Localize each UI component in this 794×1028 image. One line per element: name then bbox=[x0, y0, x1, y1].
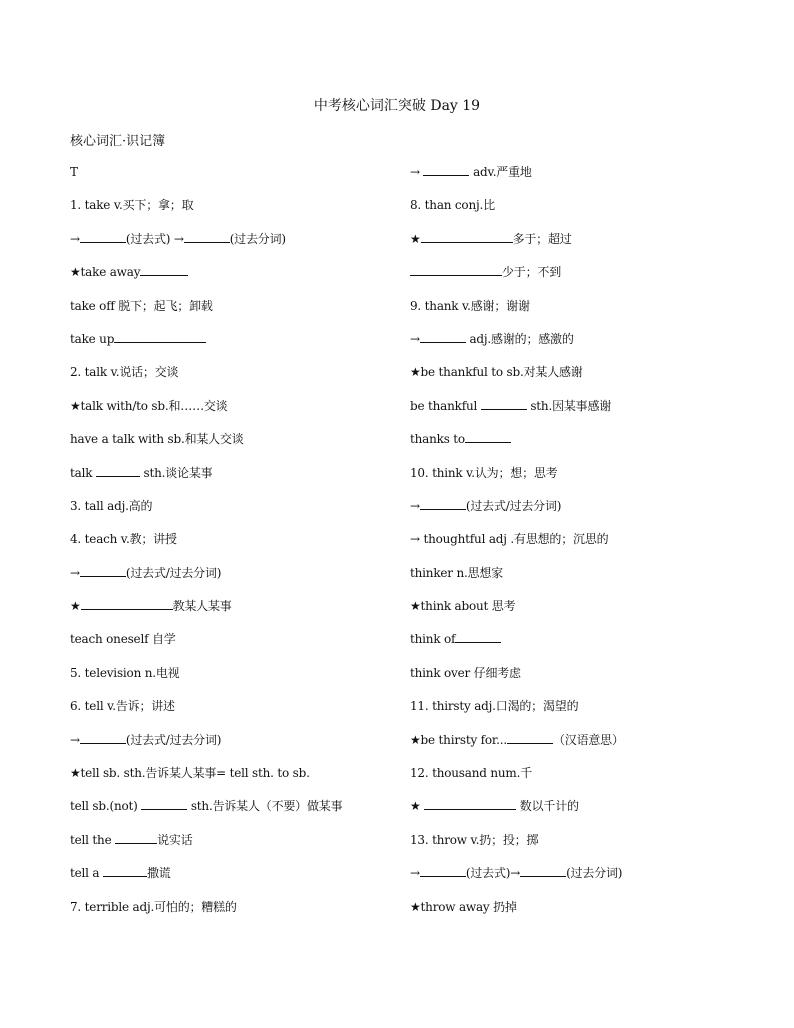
right-line bbox=[410, 497, 750, 530]
left-line bbox=[70, 464, 400, 497]
line-text: 数以千计的 bbox=[516, 799, 579, 814]
right-line bbox=[410, 864, 750, 897]
line-text: ★ bbox=[70, 599, 81, 614]
line-text: thinker n.思想家 bbox=[410, 565, 503, 580]
right-line bbox=[410, 697, 750, 730]
left-line bbox=[70, 297, 400, 330]
line-text: 教某人某事 bbox=[172, 599, 232, 614]
line-text: sth.谈论某事 bbox=[139, 465, 213, 480]
fill-in-blank[interactable] bbox=[81, 597, 173, 610]
line-text: → thoughtful adj .有思想的；沉思的 bbox=[410, 532, 609, 547]
left-line bbox=[70, 864, 400, 897]
line-text: think of bbox=[410, 632, 456, 647]
line-text: → bbox=[410, 331, 420, 346]
right-line bbox=[410, 297, 750, 330]
fill-in-blank[interactable] bbox=[465, 430, 511, 443]
fill-in-blank[interactable] bbox=[141, 797, 187, 810]
left-line bbox=[70, 764, 400, 797]
line-text: sth.因某事感谢 bbox=[526, 398, 612, 413]
fill-in-blank[interactable] bbox=[423, 163, 469, 176]
line-text: ★talk with/to sb.和……交谈 bbox=[70, 398, 228, 413]
left-line bbox=[70, 697, 400, 730]
right-line bbox=[410, 564, 750, 597]
line-text: 11. thirsty adj.口渴的；渴望的 bbox=[410, 699, 579, 714]
line-text: （汉语意思） bbox=[552, 732, 624, 747]
line-text: → bbox=[70, 732, 80, 747]
line-text: ★ bbox=[410, 799, 425, 814]
line-text: → bbox=[70, 231, 80, 246]
line-text: → bbox=[410, 498, 420, 513]
left-line bbox=[70, 196, 400, 229]
line-text: T bbox=[70, 165, 78, 179]
fill-in-blank[interactable] bbox=[424, 797, 516, 810]
right-column bbox=[410, 163, 750, 931]
right-line bbox=[410, 464, 750, 497]
left-line bbox=[70, 898, 400, 931]
left-line bbox=[70, 230, 400, 263]
line-text: (过去式/过去分词) bbox=[125, 565, 222, 580]
fill-in-blank[interactable] bbox=[96, 464, 140, 477]
right-line bbox=[410, 664, 750, 697]
right-line bbox=[410, 630, 750, 663]
fill-in-blank[interactable] bbox=[115, 831, 157, 844]
fill-in-blank[interactable] bbox=[520, 864, 566, 877]
line-text: ★be thankful to sb.对某人感谢 bbox=[410, 365, 583, 380]
line-text: adj.感谢的；感激的 bbox=[465, 331, 574, 346]
line-text: 12. thousand num.千 bbox=[410, 766, 532, 781]
page-title: 中考核心词汇突破 Day 19 bbox=[313, 98, 481, 114]
line-text: 9. thank v.感谢；谢谢 bbox=[410, 298, 530, 313]
fill-in-blank[interactable] bbox=[80, 230, 126, 243]
line-text: thanks to bbox=[410, 432, 465, 447]
line-text: 多于；超过 bbox=[512, 231, 572, 246]
right-line bbox=[410, 163, 750, 196]
line-text: 说实话 bbox=[157, 832, 193, 847]
line-text: tell a bbox=[70, 866, 103, 881]
right-line bbox=[410, 397, 750, 430]
left-line bbox=[70, 263, 400, 296]
left-line bbox=[70, 530, 400, 563]
line-text: sth.告诉某人（不要）做某事 bbox=[187, 799, 343, 814]
right-line bbox=[410, 898, 750, 931]
fill-in-blank[interactable] bbox=[103, 864, 147, 877]
right-line bbox=[410, 330, 750, 363]
section-heading: 核心词汇·识记簿 bbox=[70, 134, 166, 149]
right-line bbox=[410, 363, 750, 396]
line-text: (过去式/过去分词) bbox=[125, 732, 222, 747]
line-text: 6. tell v.告诉；讲述 bbox=[70, 699, 175, 714]
fill-in-blank[interactable] bbox=[420, 497, 466, 510]
fill-in-blank[interactable] bbox=[114, 330, 206, 343]
line-text: 3. tall adj.高的 bbox=[70, 498, 153, 513]
line-text: ★be thirsty for... bbox=[410, 732, 507, 747]
fill-in-blank[interactable] bbox=[481, 397, 527, 410]
line-text: 8. than conj.比 bbox=[410, 198, 495, 213]
fill-in-blank[interactable] bbox=[410, 263, 502, 276]
right-line bbox=[410, 797, 750, 830]
line-text: (过去式/过去分词) bbox=[465, 498, 562, 513]
line-text: think over 仔细考虑 bbox=[410, 665, 521, 680]
line-text: 5. television n.电视 bbox=[70, 665, 180, 680]
right-line bbox=[410, 731, 750, 764]
right-line bbox=[410, 764, 750, 797]
line-text: 7. terrible adj.可怕的；糟糕的 bbox=[70, 899, 237, 914]
line-text: 2. talk v.说话；交谈 bbox=[70, 365, 179, 380]
line-text: ★tell sb. sth.告诉某人某事= tell sth. to sb. bbox=[70, 766, 310, 781]
line-text: 1. take v.买下；拿；取 bbox=[70, 198, 194, 213]
line-text: ★think about 思考 bbox=[410, 599, 516, 614]
left-line bbox=[70, 597, 400, 630]
left-line bbox=[70, 831, 400, 864]
line-text: take up bbox=[70, 331, 115, 346]
line-text: ★ bbox=[410, 231, 421, 246]
fill-in-blank[interactable] bbox=[421, 230, 513, 243]
right-line bbox=[410, 430, 750, 463]
fill-in-blank[interactable] bbox=[80, 564, 126, 577]
line-text: 少于；不到 bbox=[502, 265, 562, 280]
fill-in-blank[interactable] bbox=[140, 263, 188, 276]
line-text: ★take away bbox=[70, 265, 141, 280]
line-text: talk bbox=[70, 465, 96, 480]
line-text: (过去分词) bbox=[229, 231, 286, 246]
line-text: (过去分词) bbox=[566, 866, 623, 881]
line-text: tell the bbox=[70, 832, 116, 847]
left-line bbox=[70, 664, 400, 697]
line-text: teach oneself 自学 bbox=[70, 632, 176, 647]
right-line bbox=[410, 230, 750, 263]
line-text: 13. throw v.扔；投；掷 bbox=[410, 832, 539, 847]
left-line bbox=[70, 430, 400, 463]
line-text: be thankful bbox=[410, 398, 481, 413]
fill-in-blank[interactable] bbox=[80, 731, 126, 744]
line-text: adv.严重地 bbox=[469, 165, 532, 179]
fill-in-blank[interactable] bbox=[420, 864, 466, 877]
line-text: tell sb.(not) bbox=[70, 799, 142, 814]
fill-in-blank[interactable] bbox=[420, 330, 466, 343]
line-text: take off 脱下；起飞；卸载 bbox=[70, 298, 213, 313]
left-line bbox=[70, 797, 400, 830]
left-line bbox=[70, 630, 400, 663]
right-line bbox=[410, 263, 750, 296]
line-text: ★throw away 扔掉 bbox=[410, 899, 517, 914]
right-line bbox=[410, 530, 750, 563]
left-line bbox=[70, 731, 400, 764]
fill-in-blank[interactable] bbox=[455, 630, 501, 643]
left-line bbox=[70, 497, 400, 530]
line-text: 4. teach v.教；讲授 bbox=[70, 532, 177, 547]
line-text: → bbox=[410, 165, 424, 179]
left-line bbox=[70, 363, 400, 396]
right-line bbox=[410, 831, 750, 864]
fill-in-blank[interactable] bbox=[507, 731, 553, 744]
left-line bbox=[70, 564, 400, 597]
line-text: 10. think v.认为；想；思考 bbox=[410, 465, 558, 480]
fill-in-blank[interactable] bbox=[184, 230, 230, 243]
line-text: 撒谎 bbox=[146, 866, 171, 881]
right-line bbox=[410, 196, 750, 229]
left-column bbox=[70, 163, 400, 931]
line-text: → bbox=[410, 866, 420, 881]
line-text: (过去式) → bbox=[125, 231, 184, 246]
left-line bbox=[70, 163, 400, 196]
right-line bbox=[410, 597, 750, 630]
line-text: have a talk with sb.和某人交谈 bbox=[70, 432, 244, 447]
left-line bbox=[70, 330, 400, 363]
line-text: → bbox=[70, 565, 80, 580]
left-line bbox=[70, 397, 400, 430]
line-text: (过去式)→ bbox=[465, 866, 521, 881]
